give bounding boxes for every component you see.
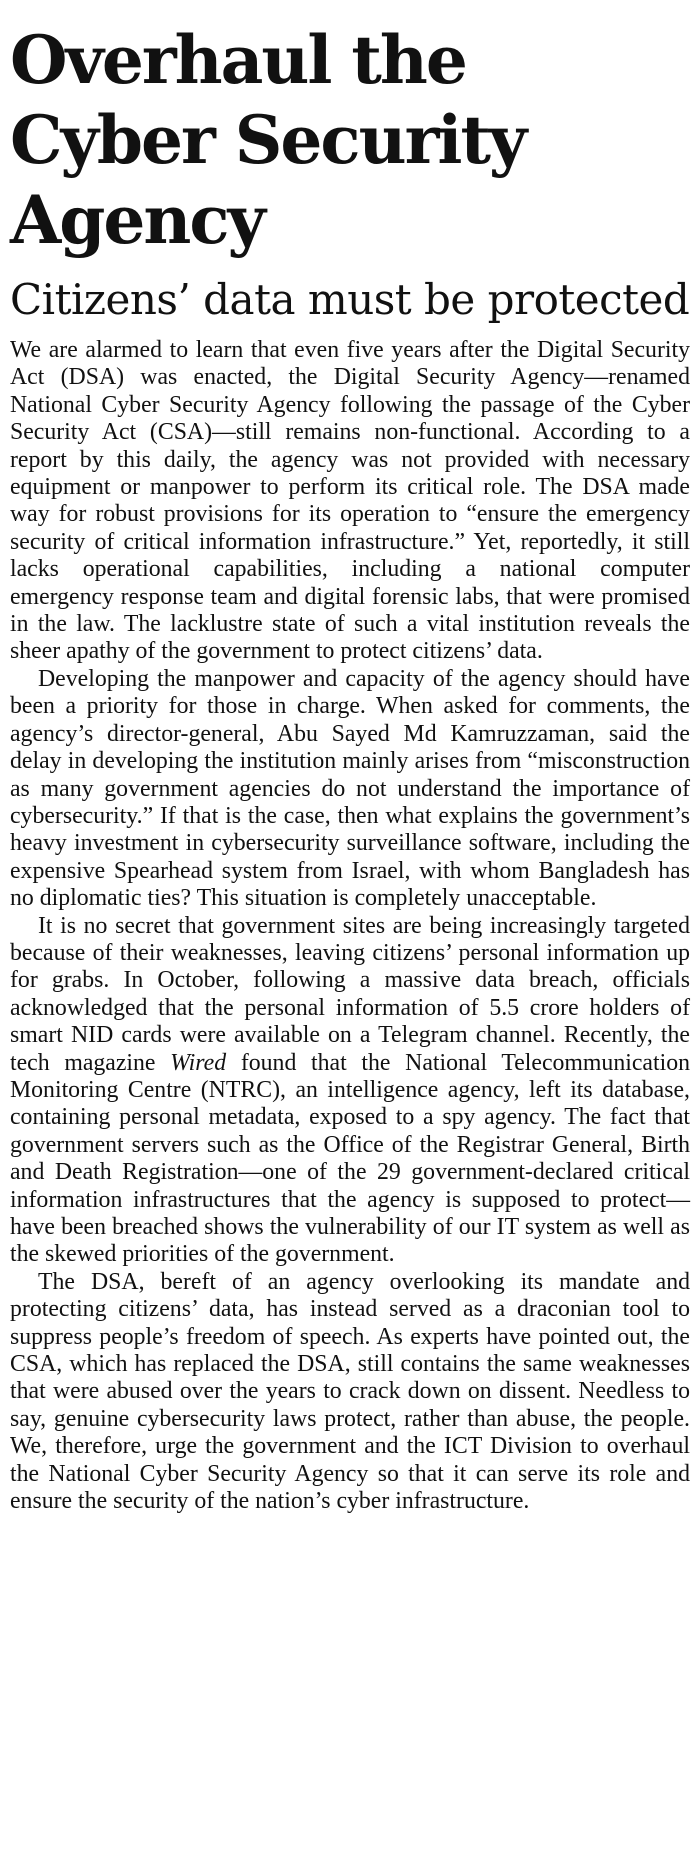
paragraph-3-text-after: found that the National Telecommunication Monitoring Centre (NTRC), an intelligence agency, left its database, containing personal metadata, exposed to a spy agency. The fact that government servers such as the Office of the Registrar General, Birth and Death Registration—one of the 29 government-declared critical information infrastructures that the agency is supposed to protect—have been breached shows the vulnerability of our IT system as well as the skewed priorities of the government.: [10, 1049, 690, 1268]
paragraph-4: The DSA, bereft of an agency overlooking its mandate and protecting citizens’ data, has instead served as a draconian tool to suppress people’s freedom of speech. As experts have pointed out, the CSA, which has replaced the DSA, still contains the same weaknesses that were abused over the years to crack down on dissent. Needless to say, genuine cybersecurity laws protect, rather than abuse, the people. We, therefore, urge the government and the ICT Division to overhaul the National Cyber Security Agency so that it can serve its role and ensure the security of the nation’s cyber infrastructure.: [10, 1268, 690, 1515]
paragraph-3-text-before: It is no secret that government sites are being increasingly targeted because of their weaknesses, leaving citizens’ personal information up for grabs. In October, following a massive data breach, officials acknowledged that the personal information of 5.5 crore holders of smart NID cards were available on a Telegram channel. Recently, the tech magazine: [10, 912, 690, 1076]
headline: Overhaul the Cyber Security Agency: [10, 21, 526, 259]
magazine-name: Wired: [170, 1049, 227, 1076]
subheadline: Citizens’ data must be protected: [10, 275, 690, 324]
paragraph-1: We are alarmed to learn that even five years after the Digital Security Act (DSA) was enacted, the Digital Security Agency—renamed National Cyber Security Agency following the passage of the Cyber Security Act (CSA)—still remains non-functional. According to a report by this daily, the agency was not provided with necessary equipment or manpower to perform its critical role. The DSA made way for robust provisions for its operation to “ensure the emergency security of critical information infrastructure.” Yet, reportedly, it still lacks operational capabilities, including a national computer emergency response team and digital forensic labs, that were promised in the law. The lacklustre state of such a vital institution reveals the sheer apathy of the government to protect citizens’ data.: [10, 337, 690, 665]
article-body: [10, 337, 690, 1515]
paragraph-2: Developing the manpower and capacity of the agency should have been a priority for those in charge. When asked for comments, the agency’s director-general, Abu Sayed Md Kamruzzaman, said the delay in developing the institution mainly arises from “misconstruction as many government agencies do not understand the importance of cybersecurity.” If that is the case, then what explains the government’s heavy investment in cybersecurity surveillance software, including the expensive Spearhead system from Israel, with whom Bangladesh has no diplomatic ties? This situation is completely unacceptable.: [10, 665, 690, 912]
paragraph-3: [10, 913, 690, 1269]
